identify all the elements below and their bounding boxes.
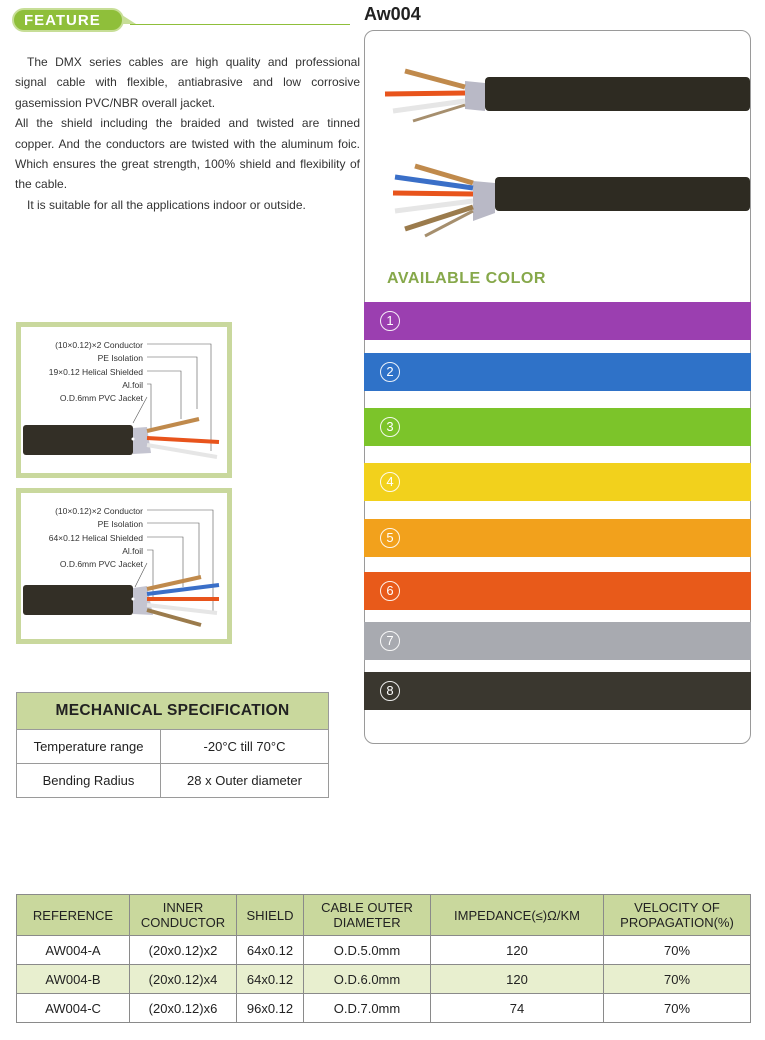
swatch-number: 2 (380, 362, 400, 382)
color-swatch-5 (364, 519, 751, 557)
swatch-number: 8 (380, 681, 400, 701)
cell-reference: AW004-C (17, 994, 130, 1023)
feature-paragraph-1: The DMX series cables are high quality and professional signal cable with flexible, antiabrasive and low corrosive gasemission PVC/NBR overall jacket. (15, 55, 360, 110)
spec-label: Temperature range (17, 730, 161, 764)
diagram-label-jacket: O.D.6mm PVC Jacket (59, 393, 143, 403)
available-color-heading: AVAILABLE COLOR (387, 270, 546, 287)
table-header-row (17, 895, 751, 936)
feature-badge (12, 8, 124, 32)
cell-outer-diameter: O.D.5.0mm (304, 936, 431, 965)
column-header-velocity: VELOCITY OF PROPAGATION(%) (604, 895, 751, 936)
mechanical-specification-table (16, 692, 329, 798)
table-row (17, 936, 751, 965)
diagram-label-isolation: PE Isolation (97, 353, 143, 363)
swatch-number: 7 (380, 631, 400, 651)
cell-outer-diameter: O.D.6.0mm (304, 965, 431, 994)
cell-shield: 64x0.12 (237, 936, 304, 965)
swatch-number: 1 (380, 311, 400, 331)
column-header-reference: REFERENCE (17, 895, 130, 936)
table-row (17, 730, 329, 764)
cell-shield: 64x0.12 (237, 965, 304, 994)
cell-velocity: 70% (604, 936, 751, 965)
column-header-shield: SHIELD (237, 895, 304, 936)
cable-cross-section-illustration (21, 327, 227, 473)
color-swatch-6 (364, 572, 751, 610)
swatch-number: 3 (380, 417, 400, 437)
spec-value: 28 x Outer diameter (161, 764, 329, 798)
spec-label: Bending Radius (17, 764, 161, 798)
cable-structure-diagram-2 (16, 488, 232, 644)
cell-inner-conductor: (20x0.12)x6 (130, 994, 237, 1023)
feature-badge-label: FEATURE (24, 12, 101, 29)
diagram-label-shield: 64×0.12 Helical Shielded (48, 533, 143, 543)
feature-badge-tail (122, 15, 136, 24)
cable-structure-diagram-1 (16, 322, 232, 478)
cell-impedance: 74 (431, 994, 604, 1023)
swatch-number: 6 (380, 581, 400, 601)
color-swatch-8 (364, 672, 751, 710)
feature-divider (130, 24, 350, 25)
color-swatch-1 (364, 302, 751, 340)
cell-outer-diameter: O.D.7.0mm (304, 994, 431, 1023)
feature-paragraph-2: All the shield including the braided and twisted are tinned copper. And the conductors are twisted with the aluminum foic. Which ensures the great strength, 100% shield and flexibility of the cable. (15, 116, 360, 192)
diagram-label-isolation: PE Isolation (97, 519, 143, 529)
product-title: Aw004 (364, 4, 421, 24)
column-header-inner-conductor: INNER CONDUCTOR (130, 895, 237, 936)
diagram-label-jacket: O.D.6mm PVC Jacket (59, 559, 143, 569)
cell-inner-conductor: (20x0.12)x2 (130, 936, 237, 965)
color-swatch-2 (364, 353, 751, 391)
diagram-label-shield: 19×0.12 Helical Shielded (48, 367, 143, 377)
cable-photo-4-core (393, 166, 750, 236)
table-row (17, 764, 329, 798)
cable-reference-table (16, 894, 751, 1023)
cell-impedance: 120 (431, 936, 604, 965)
swatch-number: 5 (380, 528, 400, 548)
cell-velocity: 70% (604, 965, 751, 994)
color-swatch-3 (364, 408, 751, 446)
cable-photo-2-core (385, 71, 750, 121)
feature-paragraph-3: It is suitable for all the applications indoor or outside. (27, 197, 306, 212)
cell-velocity: 70% (604, 994, 751, 1023)
diagram-label-conductor: (10×0.12)×2 Conductor (55, 506, 143, 516)
table-row (17, 994, 751, 1023)
table-row (17, 965, 751, 994)
spec-value: -20°C till 70°C (161, 730, 329, 764)
cell-reference: AW004-B (17, 965, 130, 994)
swatch-number: 4 (380, 472, 400, 492)
mechanical-specification-heading: MECHANICAL SPECIFICATION (17, 693, 329, 730)
cell-shield: 96x0.12 (237, 994, 304, 1023)
color-swatch-7 (364, 622, 751, 660)
cell-inner-conductor: (20x0.12)x4 (130, 965, 237, 994)
cable-photos (365, 31, 750, 251)
column-header-outer-diameter: CABLE OUTER DIAMETER (304, 895, 431, 936)
feature-description (15, 52, 360, 215)
diagram-label-foil: Al.foil (122, 546, 143, 556)
cell-reference: AW004-A (17, 936, 130, 965)
diagram-label-foil: Al.foil (122, 380, 143, 390)
cable-cross-section-illustration (21, 493, 227, 639)
diagram-label-conductor: (10×0.12)×2 Conductor (55, 340, 143, 350)
column-header-impedance: IMPEDANCE(≤)Ω/KM (431, 895, 604, 936)
cell-impedance: 120 (431, 965, 604, 994)
color-swatch-4 (364, 463, 751, 501)
